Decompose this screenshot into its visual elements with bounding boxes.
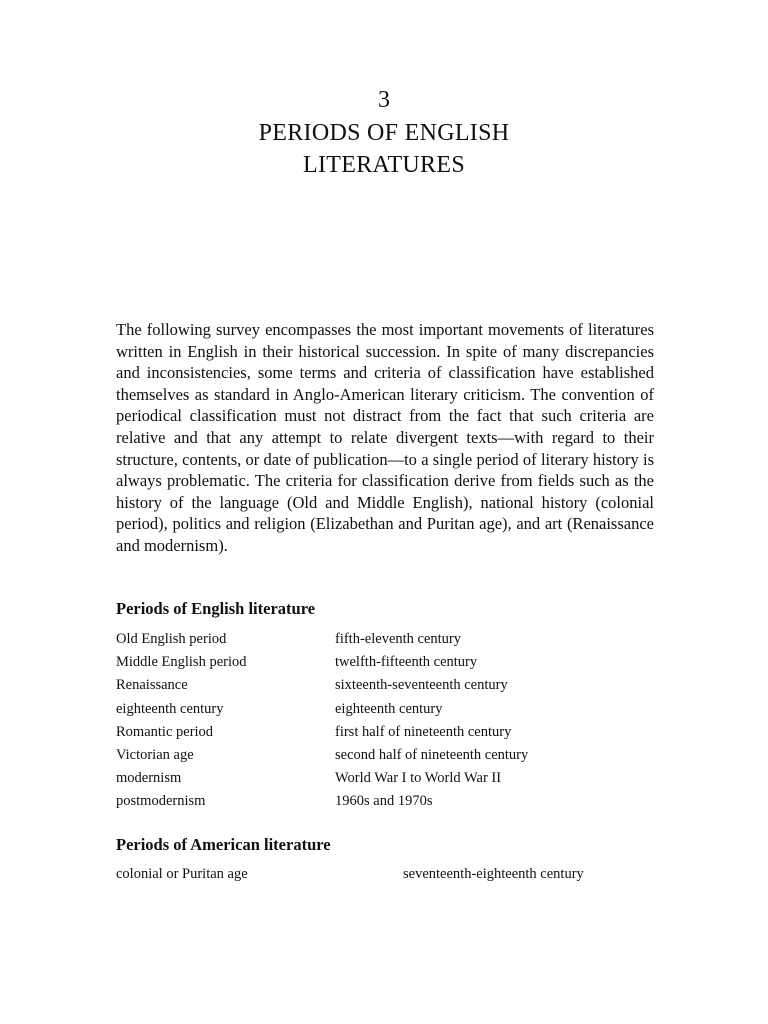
period-dates: 1960s and 1970s bbox=[335, 793, 433, 810]
period-dates: seventeenth-eighteenth century bbox=[403, 866, 584, 882]
list-item bbox=[116, 651, 656, 674]
period-dates: second half of nineteenth century bbox=[335, 746, 529, 763]
list-item bbox=[116, 628, 656, 651]
list-item bbox=[116, 767, 656, 790]
list-item bbox=[116, 721, 656, 744]
american-periods-heading: Periods of American literature bbox=[116, 835, 331, 854]
period-name: Victorian age bbox=[116, 746, 194, 763]
period-dates: World War I to World War II bbox=[335, 770, 502, 787]
english-periods-list bbox=[116, 628, 656, 814]
period-dates: sixteenth-seventeenth century bbox=[335, 677, 508, 694]
period-name: Renaissance bbox=[116, 677, 188, 694]
period-name: Romantic period bbox=[116, 723, 214, 740]
period-name: modernism bbox=[116, 770, 182, 787]
period-name: Old English period bbox=[116, 631, 227, 647]
list-item bbox=[116, 790, 656, 813]
period-name: colonial or Puritan age bbox=[116, 866, 248, 882]
period-dates: twelfth-fifteenth century bbox=[335, 654, 478, 671]
period-name: postmodernism bbox=[116, 793, 206, 810]
period-name: Middle English period bbox=[116, 654, 247, 671]
list-item bbox=[116, 744, 656, 767]
chapter-number: 3 bbox=[378, 87, 390, 113]
intro-paragraph: The following survey encompasses the most important movements of literatures written in English in their historical succession. In spite of many discrepancies and inconsistencies, some terms and criteria of classification have established themselves as standard in Anglo-American literary criticism. The convention of periodical classification must not distract from the fact that such criteria are relative and that any attempt to relate divergent texts—with regard to their structure, contents, or date of publication—to a single period of literary history is always problematic. The criteria for classification derive from fields such as the history of the language (Old and Middle English), national history (colonial period), politics and religion (Elizabethan and Puritan age), and art (Renaissance and modernism). bbox=[116, 320, 654, 555]
chapter-title-line-2: LITERATURES bbox=[303, 152, 465, 178]
chapter-title-line-1: PERIODS OF ENGLISH bbox=[258, 120, 510, 146]
list-item bbox=[116, 698, 656, 721]
american-periods-list bbox=[116, 863, 656, 886]
period-dates: fifth-eleventh century bbox=[335, 631, 462, 647]
chapter-title bbox=[0, 117, 768, 181]
period-dates: eighteenth century bbox=[335, 700, 443, 717]
list-item bbox=[116, 674, 656, 697]
english-periods-heading: Periods of English literature bbox=[116, 599, 316, 618]
list-item bbox=[116, 863, 656, 886]
period-dates: first half of nineteenth century bbox=[335, 723, 512, 740]
period-name: eighteenth century bbox=[116, 700, 224, 717]
